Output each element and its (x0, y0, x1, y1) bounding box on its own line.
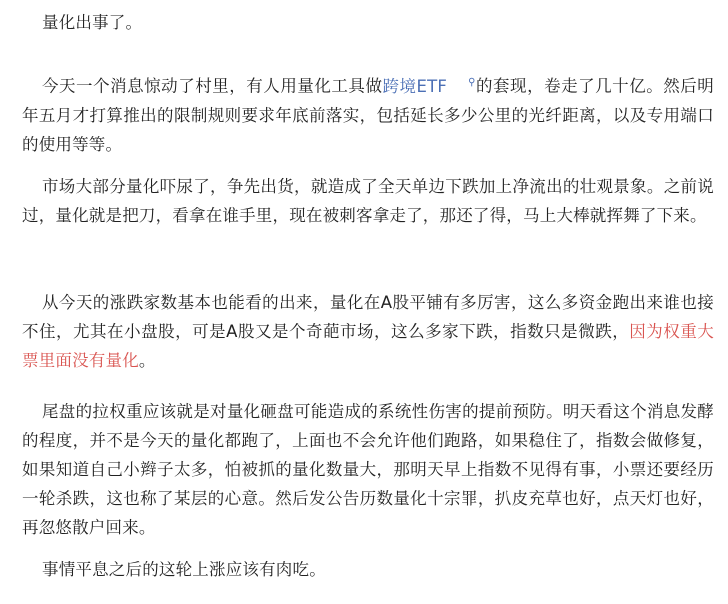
etf-link[interactable] (382, 77, 475, 96)
highlighted-text: 因为权重大票里面没有量化 (22, 322, 714, 370)
paragraph-3-text-after: 。 (138, 351, 156, 370)
paragraph-3-text-before: 从今天的涨跌家数基本也能看的出来，量化在A股平铺有多厉害，这么多资金跑出来谁也接不住，尤其在小盘股，可是A股又是个奇葩市场，这么多家下跌，指数只是微跌， (22, 293, 714, 341)
article-title: 量化出事了。 (42, 13, 143, 32)
paragraph-1-text-after: 的套现，卷走了几十亿。然后明年五月才打算推出的限制规则要求年底前落实，包括延长多少公里的光纤距离，以及专用端口的使用等等。 (22, 76, 715, 154)
paragraph-4: 尾盘的拉权重应该就是对量化砸盘可能造成的系统性伤害的提前预防。明天看这个消息发酵的程度，并不是今天的量化都跑了，上面也不会允许他们跑路，如果稳住了，指数会做修复，如果知道自己小辫子太多，怕被抓的量化数量大，那明天早上指数不见得有事，小票还要经历一轮杀跌，这也称了某层的心意。然后发公告历数量化十宗罪，扒皮充草也好，点天灯也好，再忽悠散户回来。 (22, 402, 714, 537)
paragraph-1 (22, 68, 714, 159)
paragraph-2: 市场大部分量化吓尿了，争先出货，就造成了全天单边下跌加上净流出的壮观景象。之前说过，量化就是把刀，看拿在谁手里，现在被刺客拿走了，那还了得，马上大棒就挥舞了下来。 (22, 177, 714, 225)
paragraph-5: 事情平息之后的这轮上涨应该有肉吃。 (42, 560, 326, 579)
etf-link-label: 跨境ETF (382, 76, 448, 96)
search-icon: ⚲ (468, 77, 476, 88)
paragraph-3 (22, 288, 714, 375)
paragraph-1-text-before: 今天一个消息惊动了村里，有人用量化工具做 (42, 76, 383, 96)
